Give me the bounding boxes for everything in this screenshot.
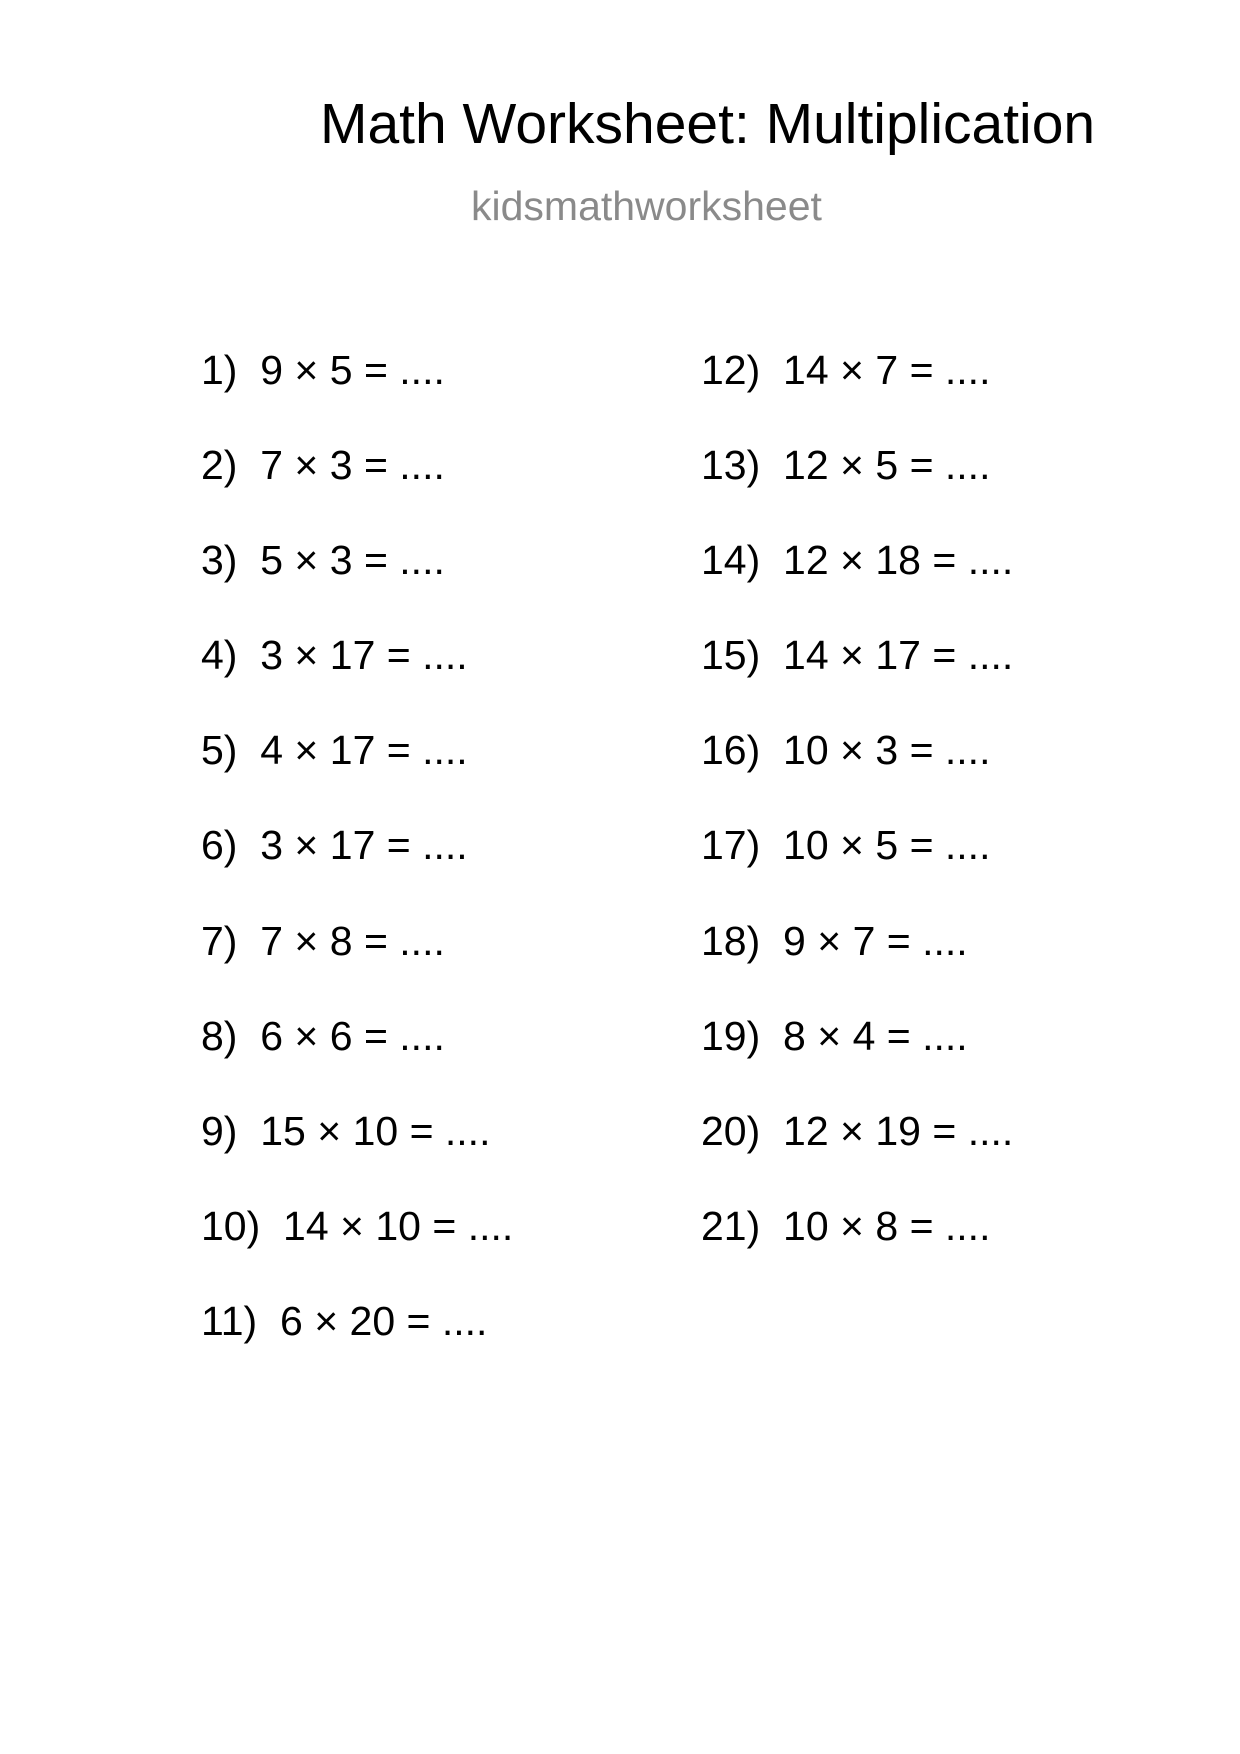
problem-18: 18) 9 × 7 = ....	[701, 917, 968, 964]
problem-21: 21) 10 × 8 = ....	[701, 1202, 991, 1249]
problem-5: 5) 4 × 17 = ....	[201, 727, 468, 774]
problem-16: 16) 10 × 3 = ....	[701, 727, 991, 774]
problem-column-right	[701, 347, 1014, 1301]
problem-14: 14) 12 × 18 = ....	[701, 537, 1014, 584]
problem-6: 6) 3 × 17 = ....	[201, 822, 468, 869]
problem-15: 15) 14 × 17 = ....	[701, 632, 1014, 679]
problem-17: 17) 10 × 5 = ....	[701, 822, 991, 869]
problem-11: 11) 6 × 20 = ....	[201, 1297, 488, 1344]
problem-4: 4) 3 × 17 = ....	[201, 632, 468, 679]
problem-2: 2) 7 × 3 = ....	[201, 442, 445, 489]
problem-7: 7) 7 × 8 = ....	[201, 917, 445, 964]
problem-12: 12) 14 × 7 = ....	[701, 347, 991, 393]
problem-1: 1) 9 × 5 = ....	[201, 347, 445, 393]
problem-3: 3) 5 × 3 = ....	[201, 537, 445, 584]
problem-13: 13) 12 × 5 = ....	[701, 442, 991, 489]
problem-10: 10) 14 × 10 = ....	[201, 1202, 514, 1249]
problem-19: 19) 8 × 4 = ....	[701, 1012, 968, 1059]
problem-8: 8) 6 × 6 = ....	[201, 1012, 445, 1059]
problem-9: 9) 15 × 10 = ....	[201, 1107, 491, 1154]
page-subtitle: kidsmathworksheet	[471, 183, 822, 229]
problem-column-left	[201, 347, 514, 1396]
page-title: Math Worksheet: Multiplication	[320, 92, 1096, 156]
problem-20: 20) 12 × 19 = ....	[701, 1107, 1014, 1154]
